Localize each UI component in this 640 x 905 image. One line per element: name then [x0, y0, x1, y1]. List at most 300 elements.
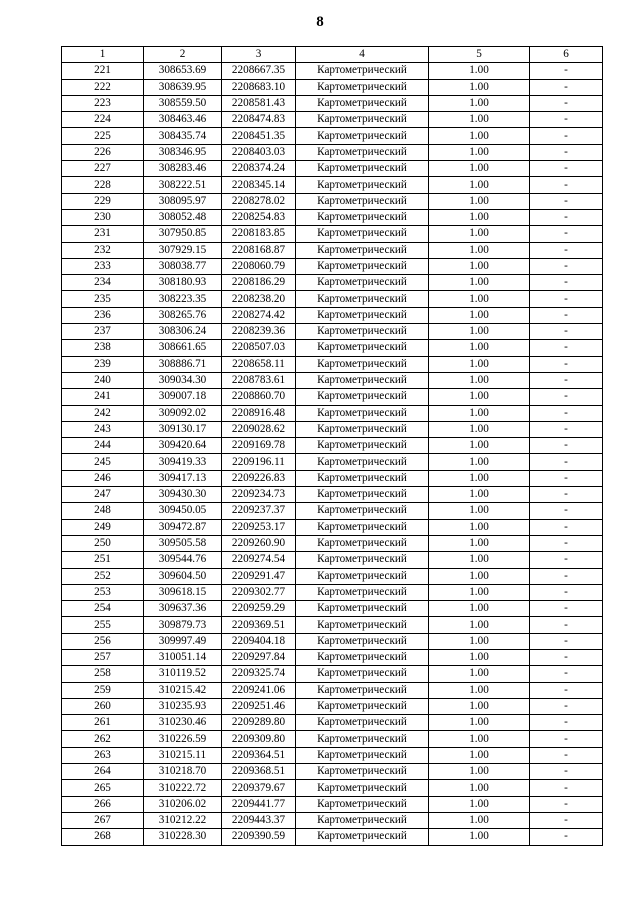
note-cell: - — [530, 291, 603, 307]
note-cell: - — [530, 209, 603, 225]
x-coordinate-cell: 308306.24 — [144, 324, 222, 340]
method-cell: Картометрический — [296, 209, 429, 225]
note-cell: - — [530, 715, 603, 731]
note-cell: - — [530, 568, 603, 584]
accuracy-cell: 1.00 — [429, 503, 530, 519]
x-coordinate-cell: 310051.14 — [144, 649, 222, 665]
note-cell: - — [530, 405, 603, 421]
table-row — [62, 63, 603, 79]
y-coordinate-cell: 2209291.47 — [222, 568, 296, 584]
method-cell: Картометрический — [296, 780, 429, 796]
note-cell: - — [530, 601, 603, 617]
table-row — [62, 226, 603, 242]
note-cell: - — [530, 470, 603, 486]
accuracy-cell: 1.00 — [429, 258, 530, 274]
method-cell: Картометрический — [296, 438, 429, 454]
note-cell: - — [530, 535, 603, 551]
y-coordinate-cell: 2208374.24 — [222, 161, 296, 177]
accuracy-cell: 1.00 — [429, 617, 530, 633]
method-cell: Картометрический — [296, 258, 429, 274]
note-cell: - — [530, 324, 603, 340]
table-row — [62, 389, 603, 405]
column-header: 1 — [62, 47, 144, 63]
table-body — [62, 63, 603, 845]
page-number: 8 — [316, 14, 324, 30]
note-cell: - — [530, 258, 603, 274]
method-cell: Картометрический — [296, 829, 429, 845]
method-cell: Картометрический — [296, 617, 429, 633]
table-row — [62, 812, 603, 828]
y-coordinate-cell: 2208658.11 — [222, 356, 296, 372]
y-coordinate-cell: 2209325.74 — [222, 666, 296, 682]
table-row — [62, 649, 603, 665]
point-number-cell: 259 — [62, 682, 144, 698]
method-cell: Картометрический — [296, 552, 429, 568]
point-number-cell: 256 — [62, 633, 144, 649]
y-coordinate-cell: 2208581.43 — [222, 95, 296, 111]
accuracy-cell: 1.00 — [429, 666, 530, 682]
note-cell: - — [530, 780, 603, 796]
point-number-cell: 267 — [62, 812, 144, 828]
method-cell: Картометрический — [296, 682, 429, 698]
table-row — [62, 291, 603, 307]
note-cell: - — [530, 193, 603, 209]
x-coordinate-cell: 307950.85 — [144, 226, 222, 242]
method-cell: Картометрический — [296, 470, 429, 486]
y-coordinate-cell: 2208186.29 — [222, 275, 296, 291]
point-number-cell: 253 — [62, 584, 144, 600]
point-number-cell: 223 — [62, 95, 144, 111]
accuracy-cell: 1.00 — [429, 747, 530, 763]
note-cell: - — [530, 666, 603, 682]
x-coordinate-cell: 309130.17 — [144, 421, 222, 437]
accuracy-cell: 1.00 — [429, 144, 530, 160]
x-coordinate-cell: 309604.50 — [144, 568, 222, 584]
x-coordinate-cell: 308661.65 — [144, 340, 222, 356]
table-row — [62, 128, 603, 144]
table-row — [62, 715, 603, 731]
note-cell: - — [530, 307, 603, 323]
accuracy-cell: 1.00 — [429, 307, 530, 323]
point-number-cell: 239 — [62, 356, 144, 372]
y-coordinate-cell: 2209368.51 — [222, 764, 296, 780]
point-number-cell: 232 — [62, 242, 144, 258]
point-number-cell: 268 — [62, 829, 144, 845]
point-number-cell: 237 — [62, 324, 144, 340]
point-number-cell: 222 — [62, 79, 144, 95]
x-coordinate-cell: 308463.46 — [144, 112, 222, 128]
y-coordinate-cell: 2209441.77 — [222, 796, 296, 812]
note-cell: - — [530, 812, 603, 828]
y-coordinate-cell: 2208239.36 — [222, 324, 296, 340]
x-coordinate-cell: 309618.15 — [144, 584, 222, 600]
x-coordinate-cell: 309997.49 — [144, 633, 222, 649]
method-cell: Картометрический — [296, 503, 429, 519]
y-coordinate-cell: 2209289.80 — [222, 715, 296, 731]
x-coordinate-cell: 308653.69 — [144, 63, 222, 79]
accuracy-cell: 1.00 — [429, 601, 530, 617]
accuracy-cell: 1.00 — [429, 226, 530, 242]
method-cell: Картометрический — [296, 731, 429, 747]
y-coordinate-cell: 2209274.54 — [222, 552, 296, 568]
x-coordinate-cell: 308052.48 — [144, 209, 222, 225]
point-number-cell: 242 — [62, 405, 144, 421]
x-coordinate-cell: 310212.22 — [144, 812, 222, 828]
table-row — [62, 307, 603, 323]
table-row — [62, 112, 603, 128]
table-row — [62, 177, 603, 193]
table-row — [62, 764, 603, 780]
point-number-cell: 228 — [62, 177, 144, 193]
table-row — [62, 340, 603, 356]
point-number-cell: 221 — [62, 63, 144, 79]
method-cell: Картометрический — [296, 356, 429, 372]
method-cell: Картометрический — [296, 112, 429, 128]
accuracy-cell: 1.00 — [429, 372, 530, 388]
note-cell: - — [530, 112, 603, 128]
point-number-cell: 230 — [62, 209, 144, 225]
y-coordinate-cell: 2208403.03 — [222, 144, 296, 160]
x-coordinate-cell: 308283.46 — [144, 161, 222, 177]
note-cell: - — [530, 275, 603, 291]
note-cell: - — [530, 144, 603, 160]
method-cell: Картометрический — [296, 649, 429, 665]
column-header: 4 — [296, 47, 429, 63]
table-row — [62, 487, 603, 503]
table-row — [62, 568, 603, 584]
x-coordinate-cell: 308222.51 — [144, 177, 222, 193]
point-number-cell: 255 — [62, 617, 144, 633]
accuracy-cell: 1.00 — [429, 698, 530, 714]
method-cell: Картометрический — [296, 584, 429, 600]
y-coordinate-cell: 2208474.83 — [222, 112, 296, 128]
y-coordinate-cell: 2208667.35 — [222, 63, 296, 79]
accuracy-cell: 1.00 — [429, 112, 530, 128]
point-number-cell: 244 — [62, 438, 144, 454]
accuracy-cell: 1.00 — [429, 487, 530, 503]
note-cell: - — [530, 421, 603, 437]
x-coordinate-cell: 310215.42 — [144, 682, 222, 698]
y-coordinate-cell: 2209404.18 — [222, 633, 296, 649]
x-coordinate-cell: 309417.13 — [144, 470, 222, 486]
y-coordinate-cell: 2209028.62 — [222, 421, 296, 437]
column-header: 5 — [429, 47, 530, 63]
accuracy-cell: 1.00 — [429, 715, 530, 731]
table-row — [62, 372, 603, 388]
table-row — [62, 356, 603, 372]
x-coordinate-cell: 309092.02 — [144, 405, 222, 421]
method-cell: Картометрический — [296, 633, 429, 649]
note-cell: - — [530, 95, 603, 111]
note-cell: - — [530, 584, 603, 600]
accuracy-cell: 1.00 — [429, 438, 530, 454]
y-coordinate-cell: 2208860.70 — [222, 389, 296, 405]
point-number-cell: 233 — [62, 258, 144, 274]
x-coordinate-cell: 310206.02 — [144, 796, 222, 812]
accuracy-cell: 1.00 — [429, 649, 530, 665]
point-number-cell: 250 — [62, 535, 144, 551]
y-coordinate-cell: 2209364.51 — [222, 747, 296, 763]
y-coordinate-cell: 2209369.51 — [222, 617, 296, 633]
y-coordinate-cell: 2209260.90 — [222, 535, 296, 551]
table-row — [62, 209, 603, 225]
table-row — [62, 617, 603, 633]
point-number-cell: 264 — [62, 764, 144, 780]
method-cell: Картометрический — [296, 421, 429, 437]
accuracy-cell: 1.00 — [429, 519, 530, 535]
x-coordinate-cell: 309007.18 — [144, 389, 222, 405]
x-coordinate-cell: 310222.72 — [144, 780, 222, 796]
method-cell: Картометрический — [296, 63, 429, 79]
accuracy-cell: 1.00 — [429, 161, 530, 177]
method-cell: Картометрический — [296, 519, 429, 535]
note-cell: - — [530, 63, 603, 79]
method-cell: Картометрический — [296, 291, 429, 307]
table-row — [62, 747, 603, 763]
point-number-cell: 238 — [62, 340, 144, 356]
note-cell: - — [530, 389, 603, 405]
note-cell: - — [530, 552, 603, 568]
method-cell: Картометрический — [296, 764, 429, 780]
point-number-cell: 262 — [62, 731, 144, 747]
accuracy-cell: 1.00 — [429, 242, 530, 258]
method-cell: Картометрический — [296, 389, 429, 405]
x-coordinate-cell: 310218.70 — [144, 764, 222, 780]
method-cell: Картометрический — [296, 79, 429, 95]
y-coordinate-cell: 2208278.02 — [222, 193, 296, 209]
column-header: 3 — [222, 47, 296, 63]
y-coordinate-cell: 2208507.03 — [222, 340, 296, 356]
point-number-cell: 265 — [62, 780, 144, 796]
table-row — [62, 682, 603, 698]
y-coordinate-cell: 2209379.67 — [222, 780, 296, 796]
x-coordinate-cell: 308180.93 — [144, 275, 222, 291]
point-number-cell: 236 — [62, 307, 144, 323]
x-coordinate-cell: 309419.33 — [144, 454, 222, 470]
x-coordinate-cell: 309637.36 — [144, 601, 222, 617]
y-coordinate-cell: 2208254.83 — [222, 209, 296, 225]
accuracy-cell: 1.00 — [429, 552, 530, 568]
point-number-cell: 227 — [62, 161, 144, 177]
accuracy-cell: 1.00 — [429, 470, 530, 486]
table-row — [62, 666, 603, 682]
y-coordinate-cell: 2209237.37 — [222, 503, 296, 519]
table-row — [62, 193, 603, 209]
point-number-cell: 258 — [62, 666, 144, 682]
x-coordinate-cell: 308639.95 — [144, 79, 222, 95]
method-cell: Картометрический — [296, 666, 429, 682]
accuracy-cell: 1.00 — [429, 796, 530, 812]
y-coordinate-cell: 2208345.14 — [222, 177, 296, 193]
x-coordinate-cell: 309505.58 — [144, 535, 222, 551]
point-number-cell: 252 — [62, 568, 144, 584]
coordinates-table — [61, 46, 603, 846]
method-cell: Картометрический — [296, 454, 429, 470]
note-cell: - — [530, 633, 603, 649]
table-row — [62, 503, 603, 519]
point-number-cell: 224 — [62, 112, 144, 128]
method-cell: Картометрический — [296, 405, 429, 421]
x-coordinate-cell: 310215.11 — [144, 747, 222, 763]
x-coordinate-cell: 310230.46 — [144, 715, 222, 731]
note-cell: - — [530, 372, 603, 388]
note-cell: - — [530, 340, 603, 356]
accuracy-cell: 1.00 — [429, 568, 530, 584]
note-cell: - — [530, 698, 603, 714]
x-coordinate-cell: 308435.74 — [144, 128, 222, 144]
accuracy-cell: 1.00 — [429, 421, 530, 437]
y-coordinate-cell: 2209259.29 — [222, 601, 296, 617]
point-number-cell: 235 — [62, 291, 144, 307]
table-row — [62, 584, 603, 600]
note-cell: - — [530, 519, 603, 535]
method-cell: Картометрический — [296, 747, 429, 763]
note-cell: - — [530, 731, 603, 747]
point-number-cell: 225 — [62, 128, 144, 144]
note-cell: - — [530, 454, 603, 470]
method-cell: Картометрический — [296, 193, 429, 209]
note-cell: - — [530, 747, 603, 763]
note-cell: - — [530, 356, 603, 372]
note-cell: - — [530, 503, 603, 519]
method-cell: Картометрический — [296, 372, 429, 388]
y-coordinate-cell: 2209297.84 — [222, 649, 296, 665]
table-row — [62, 552, 603, 568]
point-number-cell: 247 — [62, 487, 144, 503]
table-row — [62, 144, 603, 160]
point-number-cell: 254 — [62, 601, 144, 617]
x-coordinate-cell: 310226.59 — [144, 731, 222, 747]
method-cell: Картометрический — [296, 698, 429, 714]
note-cell: - — [530, 649, 603, 665]
y-coordinate-cell: 2209390.59 — [222, 829, 296, 845]
y-coordinate-cell: 2208683.10 — [222, 79, 296, 95]
table-row — [62, 79, 603, 95]
x-coordinate-cell: 309420.64 — [144, 438, 222, 454]
y-coordinate-cell: 2208916.48 — [222, 405, 296, 421]
y-coordinate-cell: 2208451.35 — [222, 128, 296, 144]
method-cell: Картометрический — [296, 177, 429, 193]
accuracy-cell: 1.00 — [429, 764, 530, 780]
x-coordinate-cell: 308346.95 — [144, 144, 222, 160]
point-number-cell: 263 — [62, 747, 144, 763]
table-row — [62, 601, 603, 617]
table-row — [62, 438, 603, 454]
method-cell: Картометрический — [296, 128, 429, 144]
accuracy-cell: 1.00 — [429, 356, 530, 372]
table-row — [62, 95, 603, 111]
accuracy-cell: 1.00 — [429, 193, 530, 209]
x-coordinate-cell: 309034.30 — [144, 372, 222, 388]
accuracy-cell: 1.00 — [429, 780, 530, 796]
point-number-cell: 231 — [62, 226, 144, 242]
method-cell: Картометрический — [296, 487, 429, 503]
method-cell: Картометрический — [296, 307, 429, 323]
method-cell: Картометрический — [296, 812, 429, 828]
point-number-cell: 234 — [62, 275, 144, 291]
y-coordinate-cell: 2209226.83 — [222, 470, 296, 486]
note-cell: - — [530, 79, 603, 95]
method-cell: Картометрический — [296, 242, 429, 258]
method-cell: Картометрический — [296, 95, 429, 111]
accuracy-cell: 1.00 — [429, 63, 530, 79]
note-cell: - — [530, 682, 603, 698]
method-cell: Картометрический — [296, 226, 429, 242]
accuracy-cell: 1.00 — [429, 682, 530, 698]
x-coordinate-cell: 309430.30 — [144, 487, 222, 503]
method-cell: Картометрический — [296, 601, 429, 617]
accuracy-cell: 1.00 — [429, 535, 530, 551]
x-coordinate-cell: 308095.97 — [144, 193, 222, 209]
note-cell: - — [530, 177, 603, 193]
point-number-cell: 240 — [62, 372, 144, 388]
point-number-cell: 246 — [62, 470, 144, 486]
y-coordinate-cell: 2209196.11 — [222, 454, 296, 470]
table-row — [62, 242, 603, 258]
table-row — [62, 698, 603, 714]
x-coordinate-cell: 308223.35 — [144, 291, 222, 307]
accuracy-cell: 1.00 — [429, 633, 530, 649]
accuracy-cell: 1.00 — [429, 128, 530, 144]
x-coordinate-cell: 308559.50 — [144, 95, 222, 111]
accuracy-cell: 1.00 — [429, 79, 530, 95]
accuracy-cell: 1.00 — [429, 829, 530, 845]
table-row — [62, 780, 603, 796]
y-coordinate-cell: 2209169.78 — [222, 438, 296, 454]
table-row — [62, 454, 603, 470]
note-cell: - — [530, 128, 603, 144]
accuracy-cell: 1.00 — [429, 812, 530, 828]
point-number-cell: 266 — [62, 796, 144, 812]
y-coordinate-cell: 2209253.17 — [222, 519, 296, 535]
note-cell: - — [530, 242, 603, 258]
table-row — [62, 731, 603, 747]
accuracy-cell: 1.00 — [429, 209, 530, 225]
table-row — [62, 421, 603, 437]
note-cell: - — [530, 161, 603, 177]
table-row — [62, 470, 603, 486]
y-coordinate-cell: 2208274.42 — [222, 307, 296, 323]
point-number-cell: 249 — [62, 519, 144, 535]
method-cell: Картометрический — [296, 535, 429, 551]
x-coordinate-cell: 309450.05 — [144, 503, 222, 519]
table-row — [62, 535, 603, 551]
method-cell: Картометрический — [296, 161, 429, 177]
accuracy-cell: 1.00 — [429, 405, 530, 421]
point-number-cell: 251 — [62, 552, 144, 568]
column-header: 6 — [530, 47, 603, 63]
table-row — [62, 258, 603, 274]
x-coordinate-cell: 310228.30 — [144, 829, 222, 845]
x-coordinate-cell: 309472.87 — [144, 519, 222, 535]
accuracy-cell: 1.00 — [429, 731, 530, 747]
method-cell: Картометрический — [296, 796, 429, 812]
note-cell: - — [530, 487, 603, 503]
accuracy-cell: 1.00 — [429, 291, 530, 307]
accuracy-cell: 1.00 — [429, 340, 530, 356]
point-number-cell: 257 — [62, 649, 144, 665]
note-cell: - — [530, 617, 603, 633]
method-cell: Картометрический — [296, 144, 429, 160]
table-row — [62, 161, 603, 177]
y-coordinate-cell: 2208060.79 — [222, 258, 296, 274]
y-coordinate-cell: 2208168.87 — [222, 242, 296, 258]
method-cell: Картометрический — [296, 275, 429, 291]
method-cell: Картометрический — [296, 715, 429, 731]
table-row — [62, 829, 603, 845]
table-row — [62, 633, 603, 649]
point-number-cell: 261 — [62, 715, 144, 731]
